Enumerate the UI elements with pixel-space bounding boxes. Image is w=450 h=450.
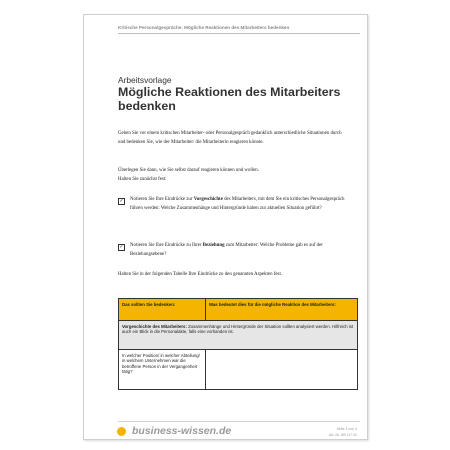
document-page bbox=[83, 14, 368, 440]
checklist-text: Notieren Sie Ihre Eindrücke zu Ihrer Beziehung zum Mitarbeiter: Welche Probleme gab es auf der Beziehungsebene? bbox=[130, 243, 323, 257]
note-paragraph: Halten Sie zunächst fest: bbox=[118, 177, 167, 182]
intro-paragraph: Gehen Sie vor einem kritischen Mitarbeiter- oder Personalgespräch gedanklich unterschiedliche Situationen durch und bedenken Sie, wie der Mitarbeiter/ die Mitarbeiterin reagieren könnte. bbox=[118, 131, 342, 145]
header-divider bbox=[118, 33, 360, 34]
page-number: Seite 1 von 4 bbox=[336, 427, 357, 431]
checklist-emphasis: Beziehung bbox=[202, 243, 225, 248]
running-header: Kritische Personalgespräche: Mögliche Reaktionen des Mitarbeiters bedenken bbox=[118, 25, 290, 30]
article-number: Art.-Nr. SB 117.02 bbox=[328, 433, 357, 437]
checkbox-checked-icon: ✓ bbox=[119, 244, 124, 250]
consider-paragraph: Überlegen Sie dann, wie Sie selbst darauf reagieren können und wollen. bbox=[118, 168, 259, 173]
checklist-text: Notieren Sie Ihre Eindrücke zur Vorgeschichte des Mitarbeiters, mit dem Sie ein kritisches Personalgespräch führen werden: Welche Zusammenhänge und Hintergründe haben zur aktuellen Situation geführt? bbox=[130, 197, 345, 211]
footer-brand-logo: business-wissen.de bbox=[132, 425, 232, 437]
table-intro-paragraph: Halten Sie in der folgenden Tabelle Ihre Eindrücke zu den genannten Aspekten fest. bbox=[118, 272, 283, 277]
checkbox-checked-icon: ✓ bbox=[119, 198, 124, 204]
table-question-cell: In welcher Position/ in welcher Abteilung/ in welchem Unternehmen war die betroffene Person in der Vergangenheit tätig? bbox=[119, 350, 206, 390]
table-section-cell: Vorgeschichte des Mitarbeiters: Zusammenhänge und Hintergründe der Situation sollten analysiert werden. Hilfreich ist auch ein Blick in die Personalakte, falls eine vorhanden ist. bbox=[119, 321, 358, 350]
table-header-left: Das sollten Sie bedenken: bbox=[119, 299, 206, 321]
brand-dot-icon bbox=[117, 427, 126, 436]
table-answer-cell[interactable] bbox=[206, 350, 358, 390]
footer-divider bbox=[118, 421, 360, 422]
table-header-right: Was bedeutet dies für die mögliche Reaktion des Mitarbeiters: bbox=[206, 299, 358, 321]
worksheet-table bbox=[118, 298, 358, 390]
table-section-row bbox=[119, 321, 358, 350]
table-row bbox=[119, 350, 358, 390]
footer-meta bbox=[329, 426, 357, 438]
checklist-emphasis: Vorgeschichte bbox=[193, 197, 223, 202]
table-header-row bbox=[119, 299, 358, 321]
document-type-label: Arbeitsvorlage bbox=[118, 75, 172, 85]
document-title: Mögliche Reaktionen des Mitarbeiters bedenken bbox=[118, 85, 341, 114]
